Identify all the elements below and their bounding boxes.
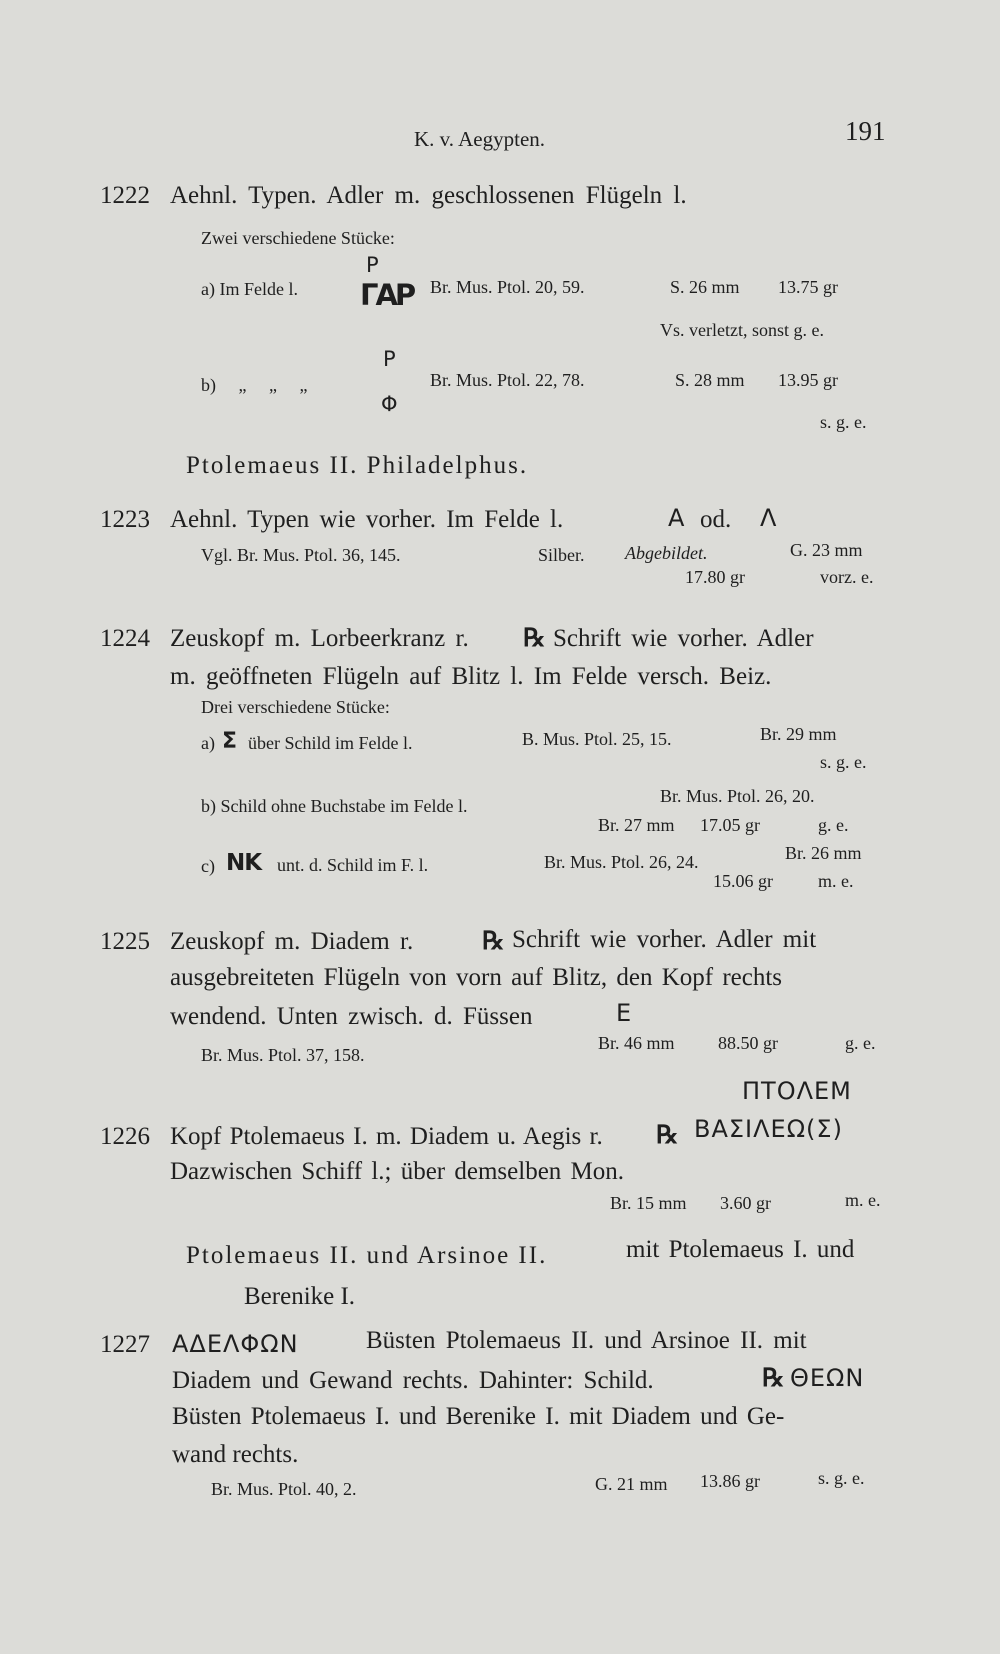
reference: B. Mus. Ptol. 25, 15. bbox=[522, 729, 672, 749]
field-letter: NK bbox=[226, 850, 262, 876]
reverse-symbol: ℞ bbox=[762, 1365, 785, 1392]
condition: s. g. e. bbox=[820, 752, 867, 772]
variant-label: a) bbox=[201, 733, 215, 753]
legend-greek: ΒΑΣΙΛΕΩ(Σ) bbox=[694, 1115, 843, 1143]
legend-greek: ΑΔΕΛΦΩΝ bbox=[172, 1330, 299, 1358]
variant-text: unt. d. Schild im F. l. bbox=[277, 855, 429, 875]
weight: 17.80 gr bbox=[685, 567, 745, 587]
weight: 13.75 gr bbox=[778, 277, 838, 297]
monogram-top: P bbox=[383, 347, 396, 371]
size: Br. 26 mm bbox=[785, 843, 862, 863]
entry-text: Schrift wie vorher. Adler bbox=[553, 625, 814, 652]
illustrated-note: Abgebildet. bbox=[625, 543, 708, 563]
variant-text: b) Schild ohne Buchstabe im Felde l. bbox=[201, 796, 468, 816]
entry-text: m. geöffneten Flügeln auf Blitz l. Im Felde versch. Beiz. bbox=[170, 663, 772, 690]
entry-number: 1224 bbox=[100, 625, 150, 652]
entry-text: Zeuskopf m. Lorbeerkranz r. bbox=[170, 625, 469, 652]
reverse-symbol: ℞ bbox=[656, 1122, 679, 1149]
condition: s. g. e. bbox=[820, 412, 867, 432]
reference: Br. Mus. Ptol. 26, 20. bbox=[660, 786, 815, 806]
reverse-symbol: ℞ bbox=[482, 928, 505, 955]
metal: Silber. bbox=[538, 545, 585, 565]
variant-label: a) Im Felde l. bbox=[201, 279, 298, 299]
entry-text: Zeuskopf m. Diadem r. bbox=[170, 928, 414, 955]
entry-text: Büsten Ptolemaeus I. und Berenike I. mit Diadem und Ge- bbox=[172, 1403, 785, 1430]
condition: m. e. bbox=[818, 871, 854, 891]
size: S. 28 mm bbox=[675, 370, 745, 390]
weight: 3.60 gr bbox=[720, 1193, 771, 1213]
entry-text: wand rechts. bbox=[172, 1441, 299, 1468]
entry-text: Aehnl. Typen. Adler m. geschlossenen Flügeln l. bbox=[170, 182, 687, 209]
entry-text: Schrift wie vorher. Adler mit bbox=[512, 926, 817, 953]
field-letter: Σ bbox=[222, 729, 238, 754]
entry-number: 1223 bbox=[100, 506, 150, 533]
entry-text: ausgebreiteten Flügeln von vorn auf Blitz, den Kopf rechts bbox=[170, 964, 783, 991]
condition: m. e. bbox=[845, 1190, 881, 1210]
entry-number: 1226 bbox=[100, 1123, 150, 1150]
entry-text: wendend. Unten zwisch. d. Füssen bbox=[170, 1003, 533, 1030]
condition: Vs. verletzt, sonst g. e. bbox=[660, 320, 824, 340]
size: Br. 46 mm bbox=[598, 1033, 675, 1053]
section-heading-cont: mit Ptolemaeus I. und bbox=[626, 1236, 855, 1263]
field-letter: Λ bbox=[760, 504, 777, 532]
field-letter: Α bbox=[668, 504, 685, 532]
condition: vorz. e. bbox=[820, 567, 874, 587]
reference: Vgl. Br. Mus. Ptol. 36, 145. bbox=[201, 545, 401, 565]
entry-intro: Zwei verschiedene Stücke: bbox=[201, 228, 395, 248]
running-head: K. v. Aegypten. bbox=[414, 127, 546, 151]
size: S. 26 mm bbox=[670, 277, 740, 297]
entry-intro: Drei verschiedene Stücke: bbox=[201, 697, 390, 717]
monogram-top: P bbox=[366, 253, 379, 277]
size: Br. 15 mm bbox=[610, 1193, 687, 1213]
reference: Br. Mus. Ptol. 40, 2. bbox=[211, 1479, 357, 1499]
entry-text: Diadem und Gewand rechts. Dahinter: Schild. bbox=[172, 1367, 654, 1394]
weight: 17.05 gr bbox=[700, 815, 760, 835]
section-heading-cont: Berenike I. bbox=[244, 1283, 356, 1310]
legend-greek: ΠΤΟΛΕΜ bbox=[742, 1077, 852, 1105]
size: G. 21 mm bbox=[595, 1474, 668, 1494]
reverse-symbol: ℞ bbox=[523, 625, 546, 652]
field-letter: Ε bbox=[616, 999, 632, 1027]
section-heading: Ptolemaeus II. Philadelphus. bbox=[186, 452, 529, 479]
reference: Br. Mus. Ptol. 37, 158. bbox=[201, 1045, 365, 1065]
entry-number: 1227 bbox=[100, 1331, 150, 1358]
page-number: 191 bbox=[845, 116, 886, 146]
variant-text: über Schild im Felde l. bbox=[248, 733, 413, 753]
size: Br. 29 mm bbox=[760, 724, 837, 744]
variant-label: c) bbox=[201, 856, 215, 876]
size: G. 23 mm bbox=[790, 540, 863, 560]
reference: Br. Mus. Ptol. 20, 59. bbox=[430, 277, 585, 297]
reference: Br. Mus. Ptol. 22, 78. bbox=[430, 370, 585, 390]
weight: 88.50 gr bbox=[718, 1033, 778, 1053]
condition: s. g. e. bbox=[818, 1468, 865, 1488]
entry-text: Kopf Ptolemaeus I. m. Diadem u. Aegis r. bbox=[170, 1123, 603, 1150]
entry-text: Büsten Ptolemaeus II. und Arsinoe II. mit bbox=[366, 1327, 807, 1354]
weight: 13.95 gr bbox=[778, 370, 838, 390]
weight: 13.86 gr bbox=[700, 1471, 760, 1491]
monogram: ΓΑΡ bbox=[360, 278, 414, 312]
entry-number: 1225 bbox=[100, 928, 150, 955]
entry-text: Aehnl. Typen wie vorher. Im Felde l. bbox=[170, 506, 564, 533]
entry-text-or: od. bbox=[700, 506, 732, 533]
variant-label: b) „ „ „ bbox=[201, 375, 308, 395]
condition: g. e. bbox=[818, 815, 849, 835]
reference: Br. Mus. Ptol. 26, 24. bbox=[544, 852, 699, 872]
condition: g. e. bbox=[845, 1033, 876, 1053]
monogram-bottom: Φ bbox=[381, 392, 398, 416]
size: Br. 27 mm bbox=[598, 815, 675, 835]
legend-greek: ΘΕΩΝ bbox=[790, 1364, 865, 1392]
section-heading: Ptolemaeus II. und Arsinoe II. bbox=[186, 1242, 548, 1269]
entry-number: 1222 bbox=[100, 182, 150, 209]
entry-text: Dazwischen Schiff l.; über demselben Mon. bbox=[170, 1158, 625, 1185]
weight: 15.06 gr bbox=[713, 871, 773, 891]
